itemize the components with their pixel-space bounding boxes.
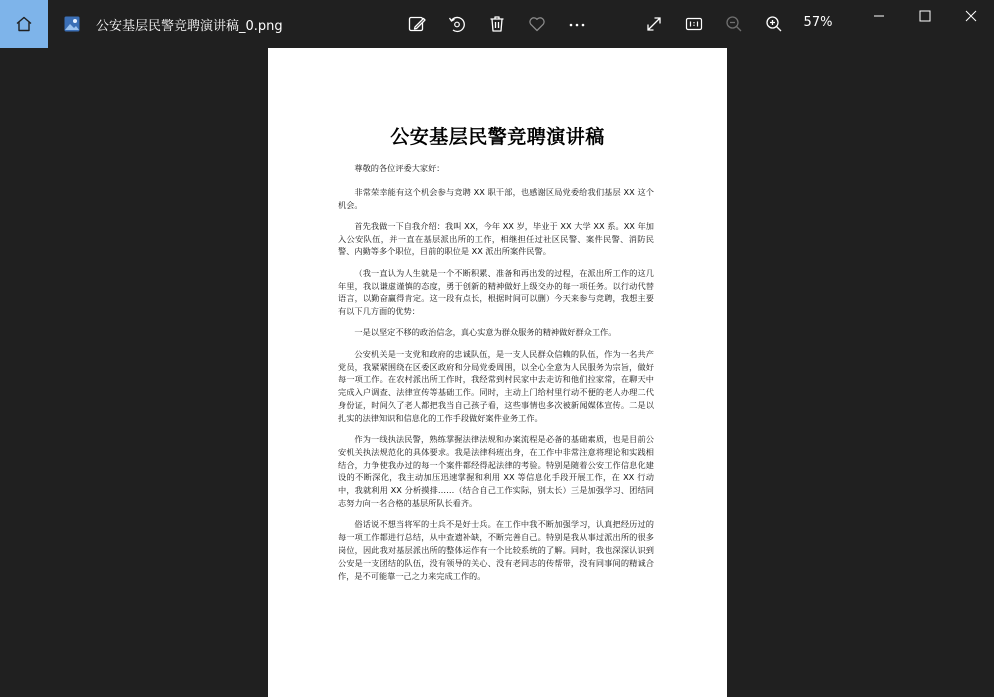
- file-name: 公安基层民警竞聘演讲稿_0.png: [96, 19, 283, 34]
- zoom-level[interactable]: 57%: [803, 15, 833, 30]
- zoom-out-icon: [724, 14, 744, 34]
- paragraph: 俗话说不想当将军的士兵不是好士兵。在工作中我不断加强学习，认真把经历过的每一项工作都进行总结，从中查遗补缺，不断完善自己。特别是我从事过派出所的很多岗位，因此我对基层派出所的整体运作有一个比较系统的了解。同时，我也深深认识到公安是一支团结的队伍，没有领导的关心、没有老同志的传帮带，没有同事间的精诚合作，是不可能靠一己之力来完成工作的。: [338, 519, 654, 581]
- paragraph: 非常荣幸能有这个机会参与竞聘 XX 职干部，也感谢区局党委给我们基层 XX 这个机会。: [338, 186, 654, 210]
- expand-icon: [644, 14, 664, 34]
- document-body: [338, 162, 654, 591]
- close-icon: [965, 10, 977, 22]
- minimize-button[interactable]: [856, 0, 902, 32]
- image-file-icon: [64, 16, 80, 32]
- fullscreen-button[interactable]: [642, 12, 666, 36]
- close-button[interactable]: [948, 0, 994, 32]
- edit-image-icon: [407, 14, 427, 34]
- paragraph: （我一直认为人生就是一个不断积累、准备和再出发的过程，在派出所工作的这几年里，我以谦虚谨慎的态度，勇于创新的精神做好上级交办的每一项任务。以行动代替语言，以勤奋赢得肯定。这一段有点长，根据时间可以删）今天来参与竞聘，我想主要有以下几方面的优势：: [338, 267, 654, 317]
- zoom-in-icon: [764, 14, 784, 34]
- actual-size-button[interactable]: [682, 12, 706, 36]
- rotate-icon: [447, 14, 467, 34]
- delete-button[interactable]: [485, 12, 509, 36]
- paragraph: 尊敬的各位评委大家好：: [354, 163, 445, 173]
- paragraph: 一是以坚定不移的政治信念，真心实意为群众服务的精神做好群众工作。: [354, 327, 617, 338]
- rotate-button[interactable]: [445, 12, 469, 36]
- paragraph: 首先我做一下自我介绍：我叫 XX，今年 XX 岁，毕业于 XX 大学 XX 系。XX 年加入公安队伍，并一直在基层派出所的工作，相继担任过社区民警、案件民警、消防民警、内勤等多个职位，目前的职位是 XX 派出所案件民警。: [338, 220, 654, 257]
- more-button[interactable]: [565, 12, 589, 36]
- image-viewer-canvas[interactable]: [0, 48, 994, 697]
- favorite-button[interactable]: [525, 12, 549, 36]
- more-icon: [567, 14, 587, 34]
- maximize-icon: [919, 10, 931, 22]
- zoom-out-button[interactable]: [722, 12, 746, 36]
- maximize-button[interactable]: [902, 0, 948, 32]
- home-icon: [15, 15, 33, 33]
- minimize-icon: [873, 10, 885, 22]
- home-button[interactable]: [0, 0, 48, 48]
- document-title: 公安基层民警竞聘演讲稿: [390, 126, 605, 148]
- title-bar: [0, 0, 994, 48]
- trash-icon: [487, 14, 507, 34]
- paragraph: 作为一线执法民警，熟练掌握法律法规和办案流程是必备的基础素质，也是目前公安机关执法规范化的具体要求。我是法律科班出身，在工作中非常注意将理论和实践相结合，力争使我办过的每一个案件都经得起法律的考验。特别是随着公安工作信息化建设的不断深化，我主动加压迅速掌握和利用 XX 等信息化手段开展工作，在 XX 行动中，我就利用 XX 分析摸排……（结合自己工作实际，别太长）三是加强学习、团结同志努力向一名合格的基层所队长看齐。: [338, 434, 654, 509]
- paragraph: 公安机关是一支党和政府的忠诚队伍，是一支人民群众信赖的队伍，作为一名共产党员，我紧紧围绕在区委区政府和分局党委周围，以全心全意为人民服务为宗旨，做好每一项工作。在农村派出所工作时，我经常到村民家中去走访和他们拉家常，在聊天中完成入户调查、法律宣传等基础工作。同时，主动上门给村里行动不便的老人办理二代身份证，时间久了老人都把我当自己孩子看，这些事情也多次被新闻媒体宣传。二是以扎实的法律知识和信息化的工作手段做好案件业务工作。: [338, 348, 654, 423]
- zoom-in-button[interactable]: [762, 12, 786, 36]
- document-page: [268, 48, 727, 697]
- edit-image-button[interactable]: [405, 12, 429, 36]
- actual-size-icon: [684, 14, 704, 34]
- heart-icon: [527, 14, 547, 34]
